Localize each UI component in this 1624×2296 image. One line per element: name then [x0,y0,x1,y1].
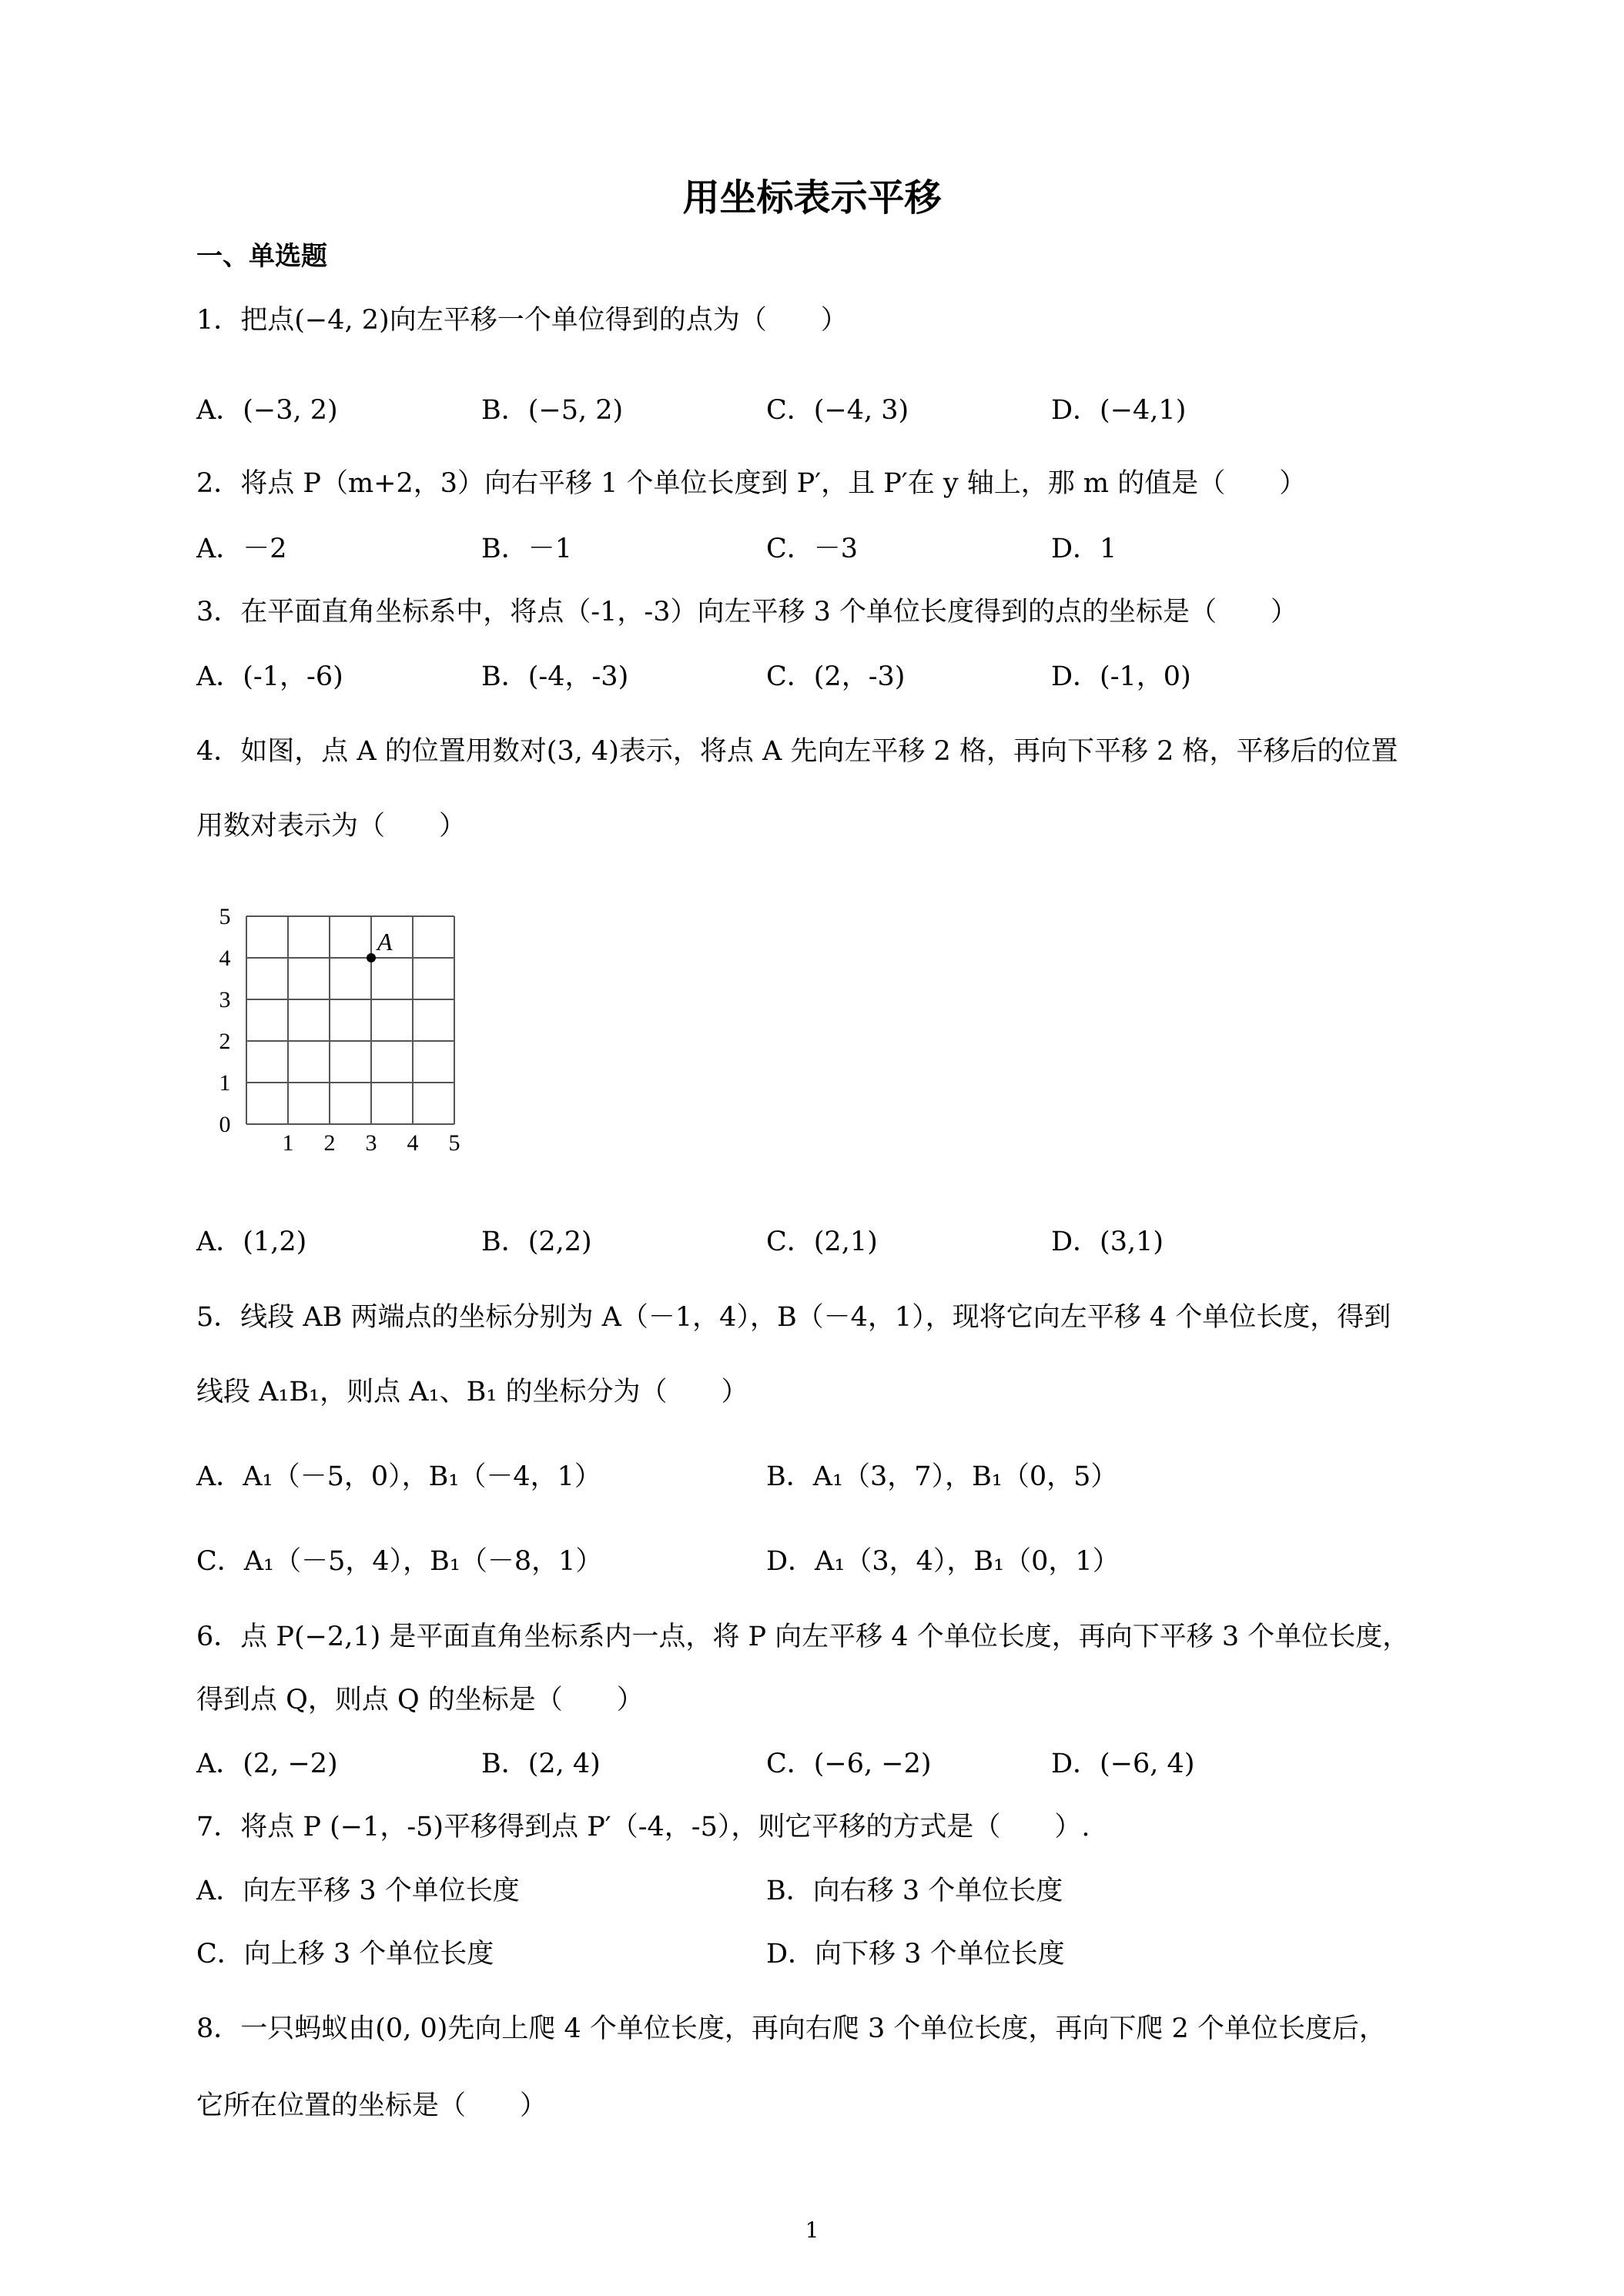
q6-option-c[interactable]: C．(−6, −2) [766,1749,932,1779]
x-tick-label: 1 [282,1130,294,1155]
q5-option-c[interactable]: C．A₁（－5，4），B₁（－8，1） [196,1546,603,1577]
question-8-line-1: 8．一只蚂蚁由(0, 0)先向上爬 4 个单位长度，再向右爬 3 个单位长度，再向下爬 2 个单位长度后， [196,2013,1386,2044]
x-tick-label: 3 [365,1130,377,1155]
point-a-marker [367,953,376,962]
q6-option-d[interactable]: D．(−6, 4) [1051,1749,1195,1779]
question-3: 3．在平面直角坐标系中，将点（-1，-3）向左平移 3 个单位长度得到的点的坐标是（ ） [196,597,1298,628]
q2-option-d[interactable]: D．1 [1051,534,1117,564]
q5-option-d[interactable]: D．A₁（3，4），B₁（0，1） [766,1546,1120,1577]
q4-option-c[interactable]: C．(2,1) [766,1227,878,1257]
q4-option-d[interactable]: D．(3,1) [1051,1227,1164,1257]
q1-option-c[interactable]: C．(−4, 3) [766,395,909,426]
q2-option-b[interactable]: B．－1 [481,534,572,564]
q6-option-a[interactable]: A．(2, −2) [196,1749,338,1779]
y-tick-label: 1 [219,1070,231,1096]
page-number: 1 [805,2217,819,2243]
question-6-line-2: 得到点 Q，则点 Q 的坐标是（ ） [196,1685,644,1715]
x-tick-label: 4 [407,1130,419,1155]
question-4-line-2: 用数对表示为（ ） [196,811,467,842]
q3-option-a[interactable]: A．(-1，-6) [196,661,343,692]
question-5-line-2: 线段 A₁B₁，则点 A₁、B₁ 的坐标分为（ ） [196,1377,748,1407]
q4-option-b[interactable]: B．(2,2) [481,1227,592,1257]
x-tick-label: 5 [448,1130,460,1155]
q1-option-b[interactable]: B．(−5, 2) [481,395,624,426]
question-8-line-2: 它所在位置的坐标是（ ） [196,2090,547,2121]
q5-option-a[interactable]: A．A₁（－5，0），B₁（－4，1） [196,1461,601,1492]
q4-grid-figure [208,893,470,1155]
question-4-line-1: 4．如图，点 A 的位置用数对(3, 4)表示，将点 A 先向左平移 2 格，再向下平移 2 格，平移后的位置 [196,736,1398,767]
q2-option-a[interactable]: A．－2 [196,534,287,564]
question-5-line-1: 5．线段 AB 两端点的坐标分别为 A（－1，4），B（－4，1），现将它向左平移 4 个单位长度，得到 [196,1302,1391,1333]
q4-option-a[interactable]: A．(1,2) [196,1227,307,1257]
question-7: 7．将点 P (−1，-5)平移得到点 P′（-4，-5），则它平移的方式是（ ）. [196,1812,1090,1842]
page-title: 用坐标表示平移 [682,176,942,219]
q6-option-b[interactable]: B．(2, 4) [481,1749,601,1779]
q3-option-b[interactable]: B．(-4，-3) [481,661,629,692]
point-a-label: A [377,928,393,956]
y-tick-label: 4 [219,946,231,971]
section-heading: 一、单选题 [196,241,327,272]
q7-option-c[interactable]: C．向上移 3 个单位长度 [196,1939,494,1970]
q3-option-d[interactable]: D．(-1，0) [1051,661,1191,692]
q1-option-d[interactable]: D．(−4,1) [1051,395,1187,426]
y-tick-label: 3 [219,987,231,1012]
q7-option-b[interactable]: B．向右移 3 个单位长度 [766,1876,1063,1906]
y-tick-label: 2 [219,1029,231,1054]
y-tick-label: 0 [219,1112,231,1137]
q3-option-c[interactable]: C．(2，-3) [766,661,906,692]
q7-option-d[interactable]: D．向下移 3 个单位长度 [766,1939,1065,1970]
q7-option-a[interactable]: A．向左平移 3 个单位长度 [196,1876,520,1906]
q2-option-c[interactable]: C．－3 [766,534,859,564]
x-tick-label: 2 [323,1130,336,1155]
question-6-line-1: 6．点 P(−2,1) 是平面直角坐标系内一点，将 P 向左平移 4 个单位长度，再向下平移 3 个单位长度， [196,1622,1410,1652]
question-2: 2．将点 P（m+2，3）向右平移 1 个单位长度到 P′，且 P′在 y 轴上，那 m 的值是（ ） [196,468,1307,499]
q1-option-a[interactable]: A．(−3, 2) [196,395,338,426]
question-1: 1．把点(−4, 2)向左平移一个单位得到的点为（ ） [196,305,848,336]
y-tick-label: 5 [219,904,231,929]
q5-option-b[interactable]: B．A₁（3，7），B₁（0，5） [766,1461,1118,1492]
